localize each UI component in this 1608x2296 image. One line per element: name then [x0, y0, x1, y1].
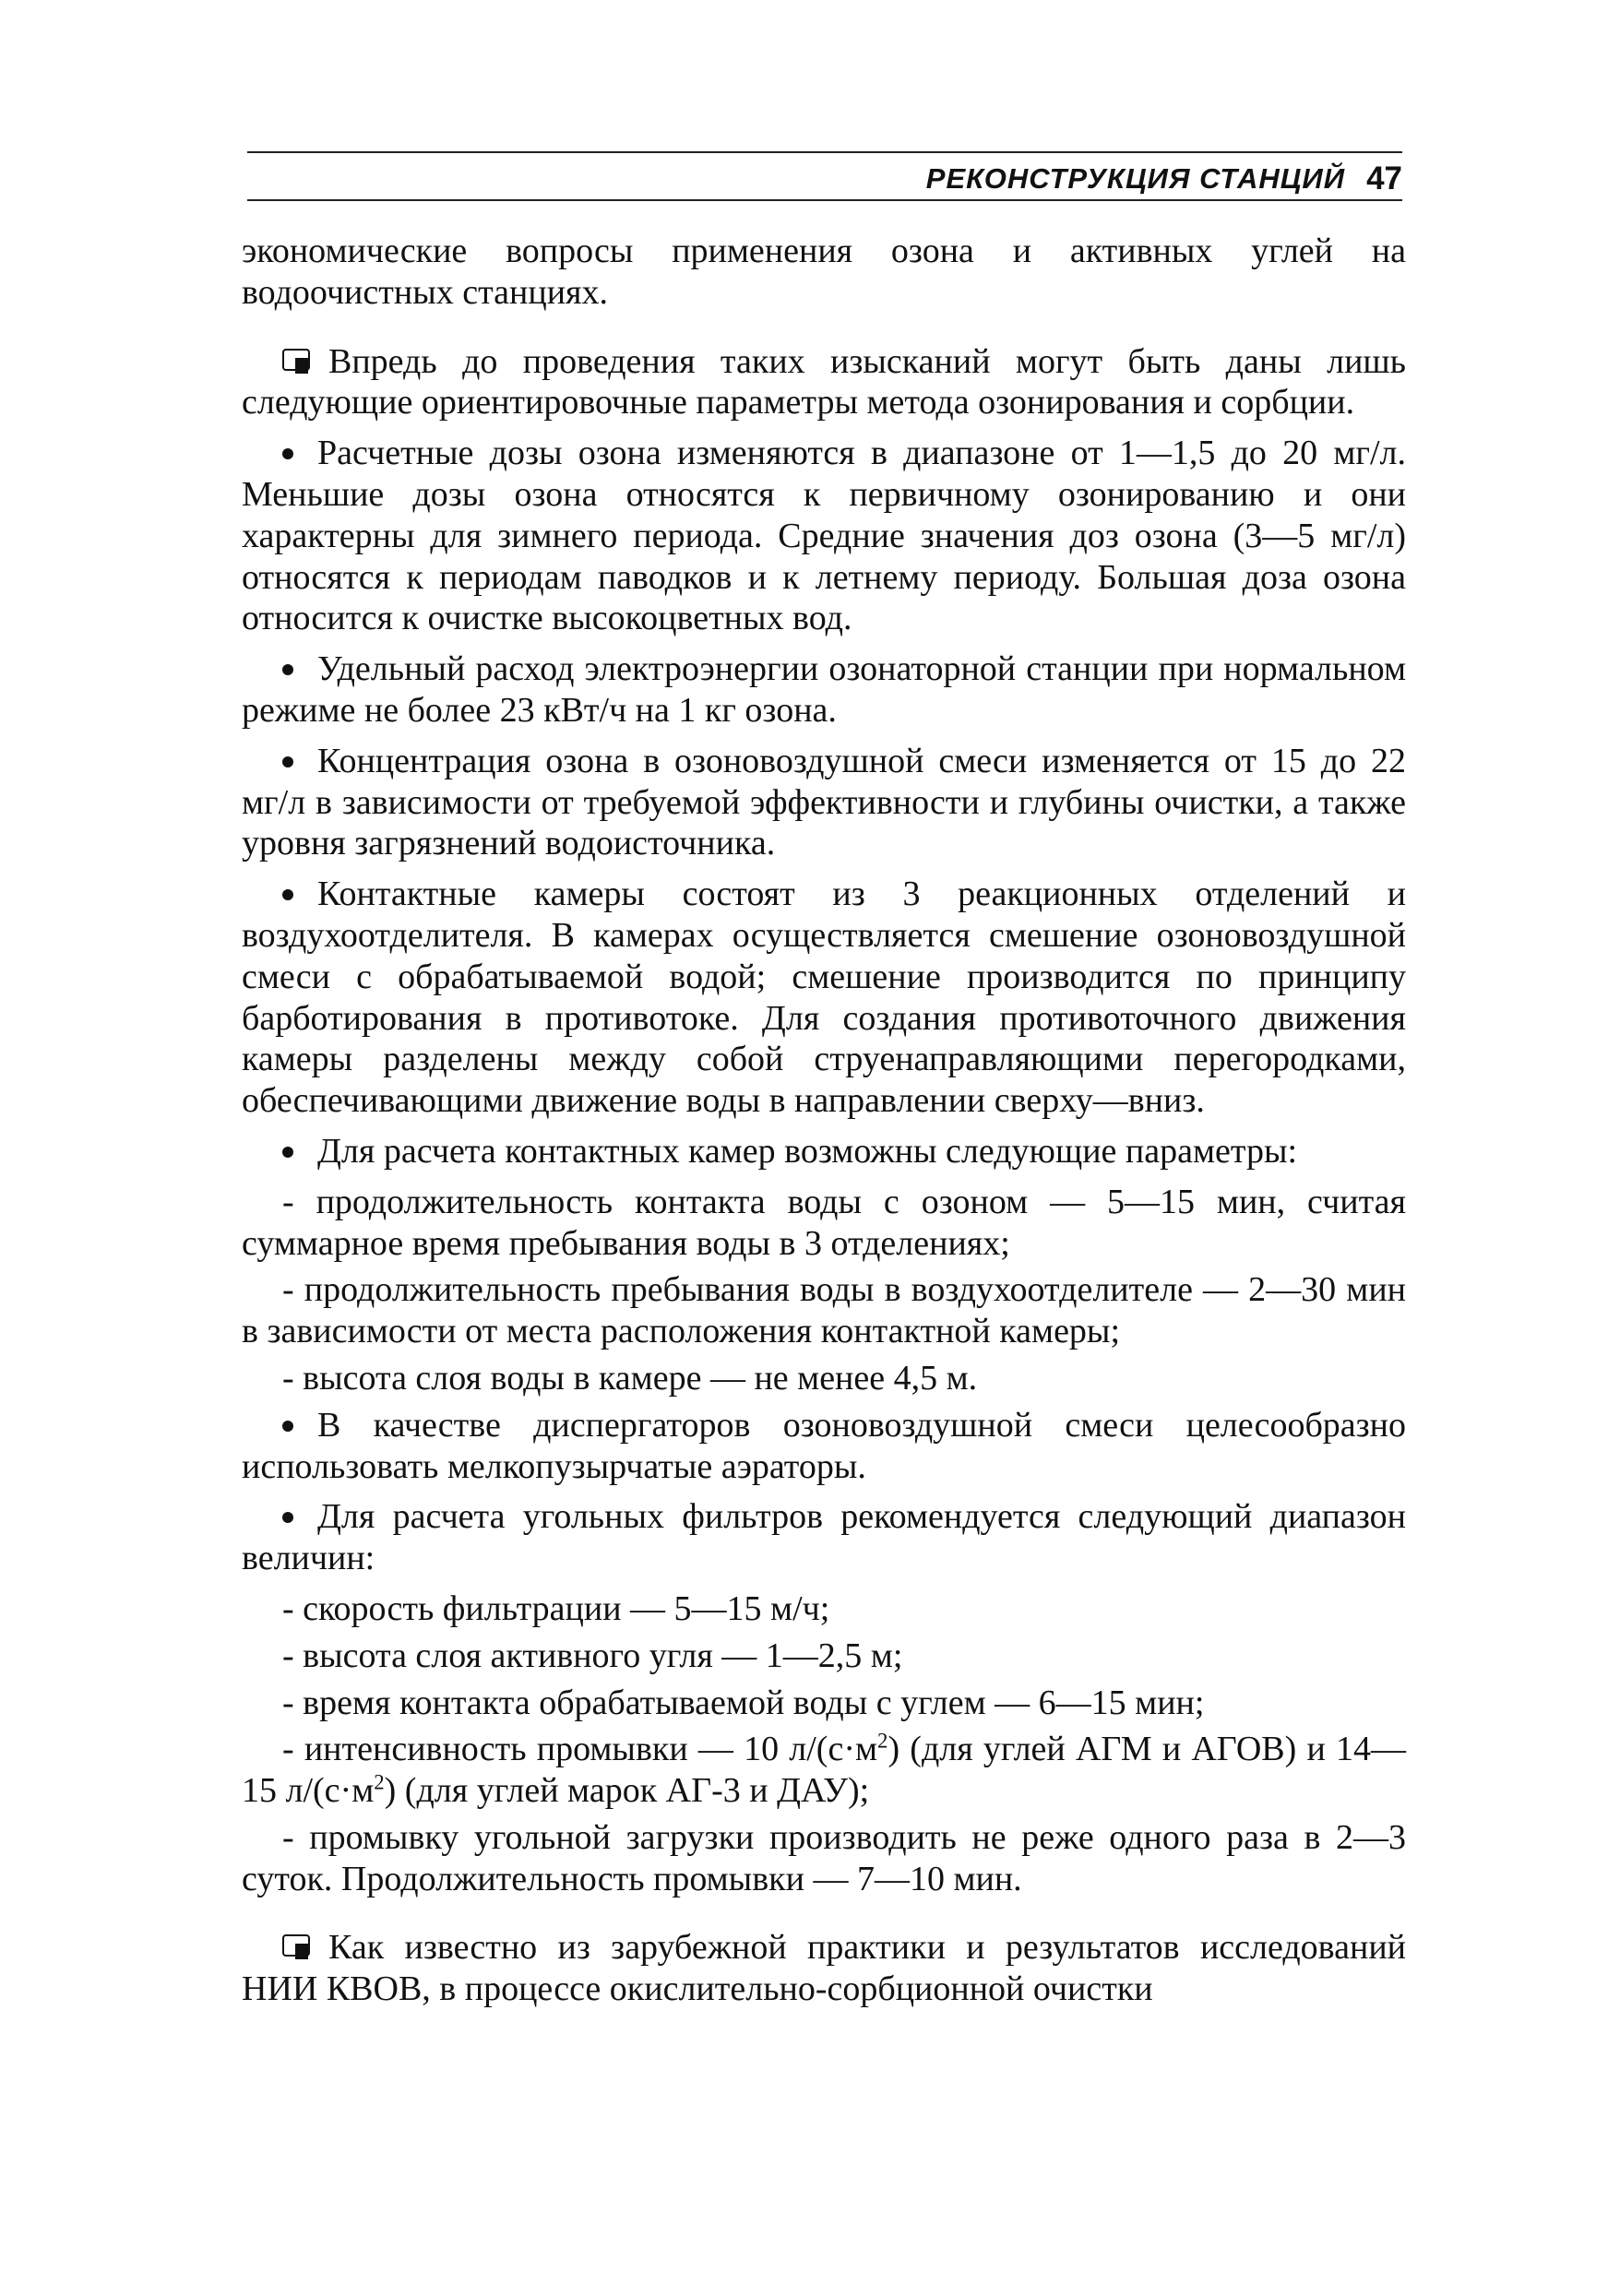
paragraph-marked: Как известно из зарубежной практики и результатов исследований НИИ КВОВ, в процессе окислительно-сорбционной очистки — [242, 1928, 1406, 2009]
bullet-item: Удельный расход электроэнергии озонаторной станции при нормальном режиме не более 23 кВт/ч на 1 кг озона. — [242, 649, 1406, 730]
dash-item: - время контакта обрабатываемой воды с углем — 6—15 мин; — [282, 1683, 1205, 1722]
bullet-icon — [282, 1512, 293, 1523]
header-bottom-rule — [247, 199, 1402, 201]
bullet-icon — [282, 1421, 293, 1432]
bullet-item: Концентрация озона в озоновоздушной смеси изменяется от 15 до 22 мг/л в зависимости от требуемой эффективности и глубины очистки, а также уровня загрязнений водоисточника. — [242, 741, 1406, 863]
bullet-icon — [282, 448, 293, 459]
page-body — [242, 231, 1406, 2019]
paragraph-continuation: экономические вопросы применения озона и активных углей на водоочистных станциях. — [242, 232, 1406, 312]
dash-item: - интенсивность промывки — 10 $л/(с\cdot м^2)$ (для углей АГМ и АГОВ) и 14—15 $л/(с\cdot м^2)$ (для углей марок АГ-3 и ДАУ); — [242, 1729, 1406, 1811]
dash-item: - скорость фильтрации — 5—15 м/ч; — [282, 1588, 830, 1628]
bullet-item: Контактные камеры состоят из 3 реакционных отделений и воздухоотделителя. В камерах осуществляется смешение озоновоздушной смеси с обрабатываемой водой; смешение производится по принципу барботирования в противотоке. Для создания противоточного движения камеры разделены между собой струенаправляющими перегородками, обеспечивающими движение воды в направлении сверху—вниз. — [242, 874, 1406, 1121]
bullet-icon — [282, 1147, 293, 1158]
bullet-item: Для расчета контактных камер возможны следующие параметры: — [242, 1131, 1406, 1172]
paragraph-marked: Впредь до проведения таких изысканий могут быть даны лишь следующие ориентировочные параметры метода озонирования и сорбции. — [242, 341, 1406, 422]
dash-item: - продолжительность контакта воды с озоном — 5—15 мин, считая суммарное время пребывания воды в 3 отделениях; — [242, 1182, 1406, 1263]
bullet-icon — [282, 889, 293, 900]
bullet-icon — [282, 756, 293, 767]
running-head: РЕКОНСТРУКЦИЯ СТАНЦИЙ — [925, 162, 1345, 195]
square-marker-icon — [282, 349, 316, 374]
bullet-item: Для расчета угольных фильтров рекомендуется следующий диапазон величин: — [242, 1497, 1406, 1578]
square-marker-icon — [282, 1934, 316, 1959]
dash-item: - высота слоя воды в камере — не менее 4,5 м. — [282, 1358, 978, 1398]
dash-item: - высота слоя активного угля — 1—2,5 м; — [282, 1636, 903, 1675]
bullet-item: В качестве диспергаторов озоновоздушной смеси целесообразно использовать мелкопузырчатые аэраторы. — [242, 1405, 1406, 1486]
bullet-icon — [282, 664, 293, 675]
dash-item: - продолжительность пребывания воды в воздухоотделителе — 2—30 мин в зависимости от места расположения контактной камеры; — [242, 1270, 1406, 1351]
dash-item: - промывку угольной загрузки производить не реже одного раза в 2—3 суток. Продолжительность промывки — 7—10 мин. — [242, 1817, 1406, 1898]
bullet-item: Расчетные дозы озона изменяются в диапазоне от 1—1,5 до 20 мг/л. Меньшие дозы озона относятся к первичному озонированию и они характерны для зимнего периода. Средние значения доз озона (3—5 мг/л) относятся к периодам паводков и к летнему периоду. Большая доза озона относится к очистке высокоцветных вод. — [242, 434, 1406, 638]
header-top-rule — [247, 151, 1402, 153]
page-number: 47 — [1366, 161, 1402, 196]
